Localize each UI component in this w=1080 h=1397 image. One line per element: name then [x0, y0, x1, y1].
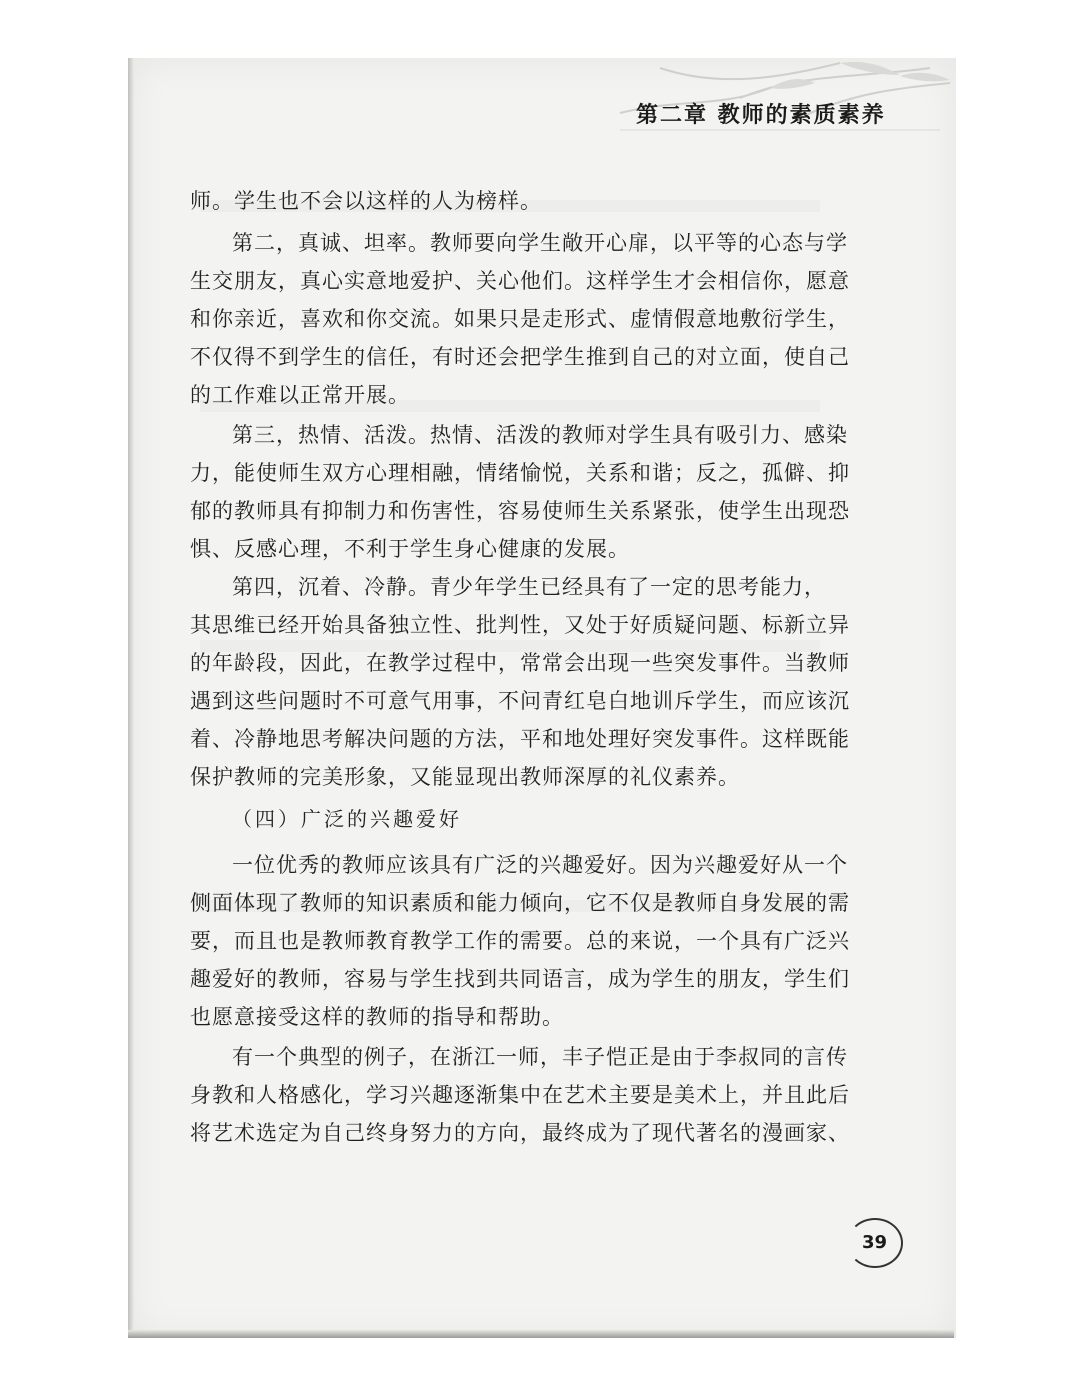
body-line: 不仅得不到学生的信任，有时还会把学生推到自己的对立面，使自己	[190, 345, 850, 369]
body-line: 惧、反感心理，不利于学生身心健康的发展。	[190, 537, 630, 561]
body-line: 要，而且也是教师教育教学工作的需要。总的来说，一个具有广泛兴	[190, 929, 850, 953]
body-line: 的工作难以正常开展。	[190, 383, 410, 407]
page-spine-shadow	[128, 58, 134, 1338]
body-line: 第四，沉着、冷静。青少年学生已经具有了一定的思考能力，	[232, 575, 826, 599]
body-line: 第二，真诚、坦率。教师要向学生敞开心扉，以平等的心态与学	[232, 231, 848, 255]
body-line: 其思维已经开始具备独立性、批判性，又处于好质疑问题、标新立异	[190, 613, 850, 637]
body-line: 有一个典型的例子，在浙江一师，丰子恺正是由于李叔同的言传	[232, 1045, 848, 1069]
body-line: 力，能使师生双方心理相融，情绪愉悦，关系和谐；反之，孤僻、抑	[190, 461, 850, 485]
page-bottom-shadow	[128, 1330, 954, 1338]
body-line: 第三，热情、活泼。热情、活泼的教师对学生具有吸引力、感染	[232, 423, 848, 447]
body-line: 师。学生也不会以这样的人为榜样。	[190, 189, 542, 213]
page-number: 39	[862, 1232, 888, 1253]
body-line: 将艺术选定为自己终身努力的方向，最终成为了现代著名的漫画家、	[190, 1121, 850, 1145]
body-line: 遇到这些问题时不可意气用事，不问青红皂白地训斥学生，而应该沉	[190, 689, 850, 713]
section-heading: （四）广泛的兴趣爱好	[232, 807, 462, 831]
body-line: 趣爱好的教师，容易与学生找到共同语言，成为学生的朋友，学生们	[190, 967, 850, 991]
body-line: 保护教师的完美形象，又能显现出教师深厚的礼仪素养。	[190, 765, 740, 789]
body-line: 也愿意接受这样的教师的指导和帮助。	[190, 1005, 564, 1029]
body-line: 和你亲近，喜欢和你交流。如果只是走形式、虚情假意地敷衍学生，	[190, 307, 850, 331]
body-line: 郁的教师具有抑制力和伤害性，容易使师生关系紧张，使学生出现恐	[190, 499, 850, 523]
body-line: 的年龄段，因此，在教学过程中，常常会出现一些突发事件。当教师	[190, 651, 850, 675]
chapter-title: 第二章 教师的素质素养	[636, 103, 886, 128]
body-line: 侧面体现了教师的知识素质和能力倾向，它不仅是教师自身发展的需	[190, 891, 850, 915]
body-line: 着、冷静地思考解决问题的方法，平和地处理好突发事件。这样既能	[190, 727, 850, 751]
body-line: 一位优秀的教师应该具有广泛的兴趣爱好。因为兴趣爱好从一个	[232, 853, 848, 877]
body-line: 身教和人格感化，学习兴趣逐渐集中在艺术主要是美术上，并且此后	[190, 1083, 850, 1107]
body-line: 生交朋友，真心实意地爱护、关心他们。这样学生才会相信你，愿意	[190, 269, 850, 293]
